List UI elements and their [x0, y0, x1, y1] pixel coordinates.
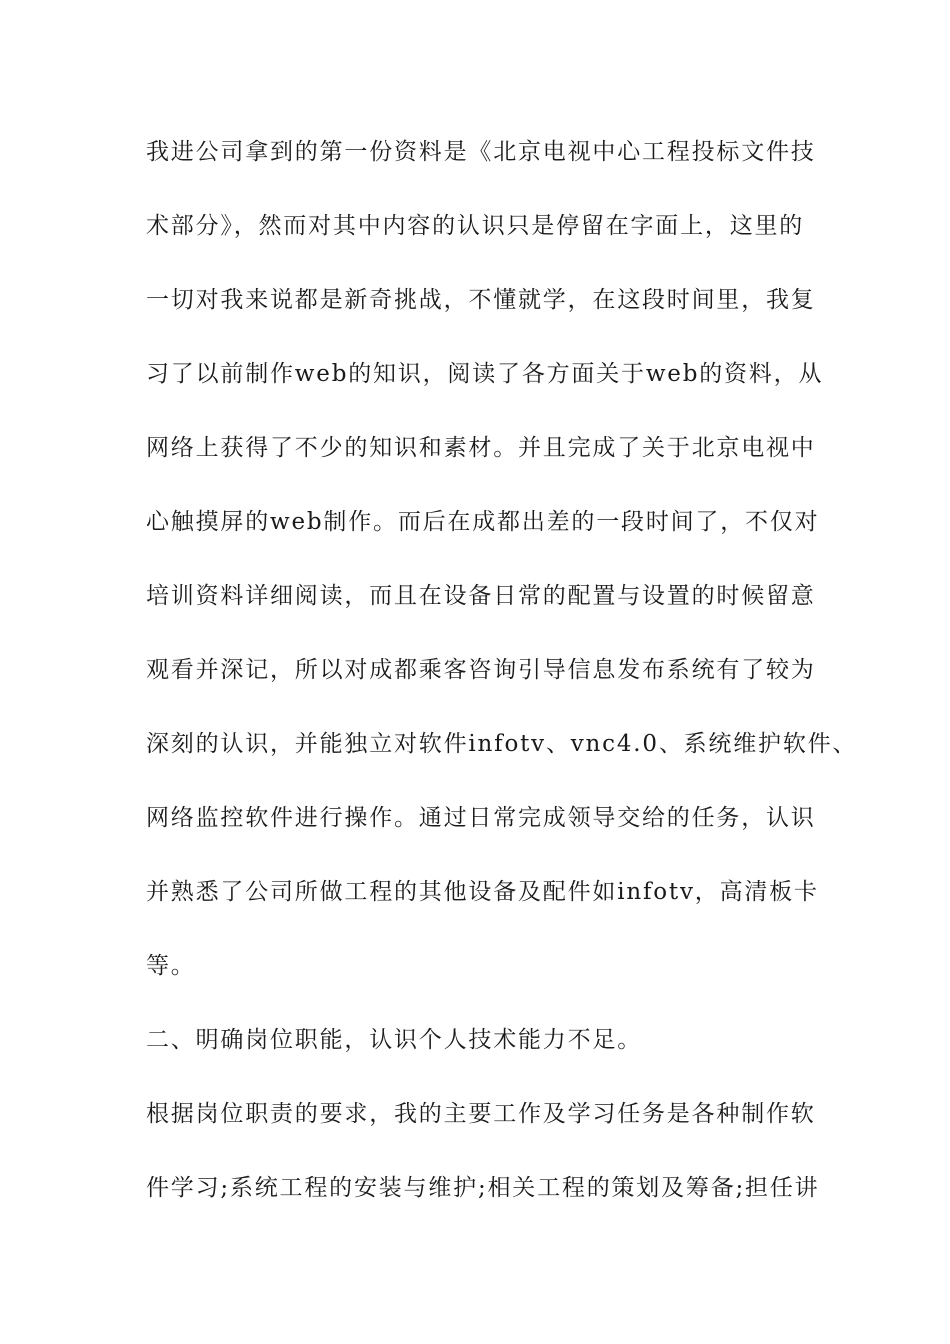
text-line: 网络监控软件进行操作。通过日常完成领导交给的任务，认识 [146, 805, 816, 831]
text-line: 并熟悉了公司所做工程的其他设备及配件如infotv，高清板卡 [146, 879, 819, 905]
text-line: 培训资料详细阅读，而且在设备日常的配置与设置的时候留意 [146, 583, 816, 609]
text-line: 心触摸屏的web制作。而后在成都出差的一段时间了，不仅对 [146, 509, 820, 535]
text-line: 我进公司拿到的第一份资料是《北京电视中心工程投标文件技 [146, 139, 816, 165]
text-line: 深刻的认识，并能独立对软件infotv、vnc4.0、系统维护软件、 [146, 731, 858, 757]
text-line: 习了以前制作web的知识，阅读了各方面关于web的资料，从 [146, 361, 824, 387]
text-line: 网络上获得了不少的知识和素材。并且完成了关于北京电视中 [146, 435, 816, 461]
text-line: 根据岗位职责的要求，我的主要工作及学习任务是各种制作软 [146, 1101, 816, 1127]
text-line: 一切对我来说都是新奇挑战，不懂就学，在这段时间里，我复 [146, 287, 816, 313]
text-line: 术部分》，然而对其中内容的认识只是停留在字面上，这里的 [146, 213, 805, 239]
text-line: 观看并深记，所以对成都乘客咨询引导信息发布系统有了较为 [146, 657, 816, 683]
body-text [146, 132, 858, 1242]
section-heading: 二、明确岗位职能，认识个人技术能力不足。 [146, 1027, 642, 1053]
text-line: 等。 [146, 953, 196, 979]
text-line: 件学习;系统工程的安装与维护;相关工程的策划及筹备;担任讲 [146, 1175, 820, 1201]
